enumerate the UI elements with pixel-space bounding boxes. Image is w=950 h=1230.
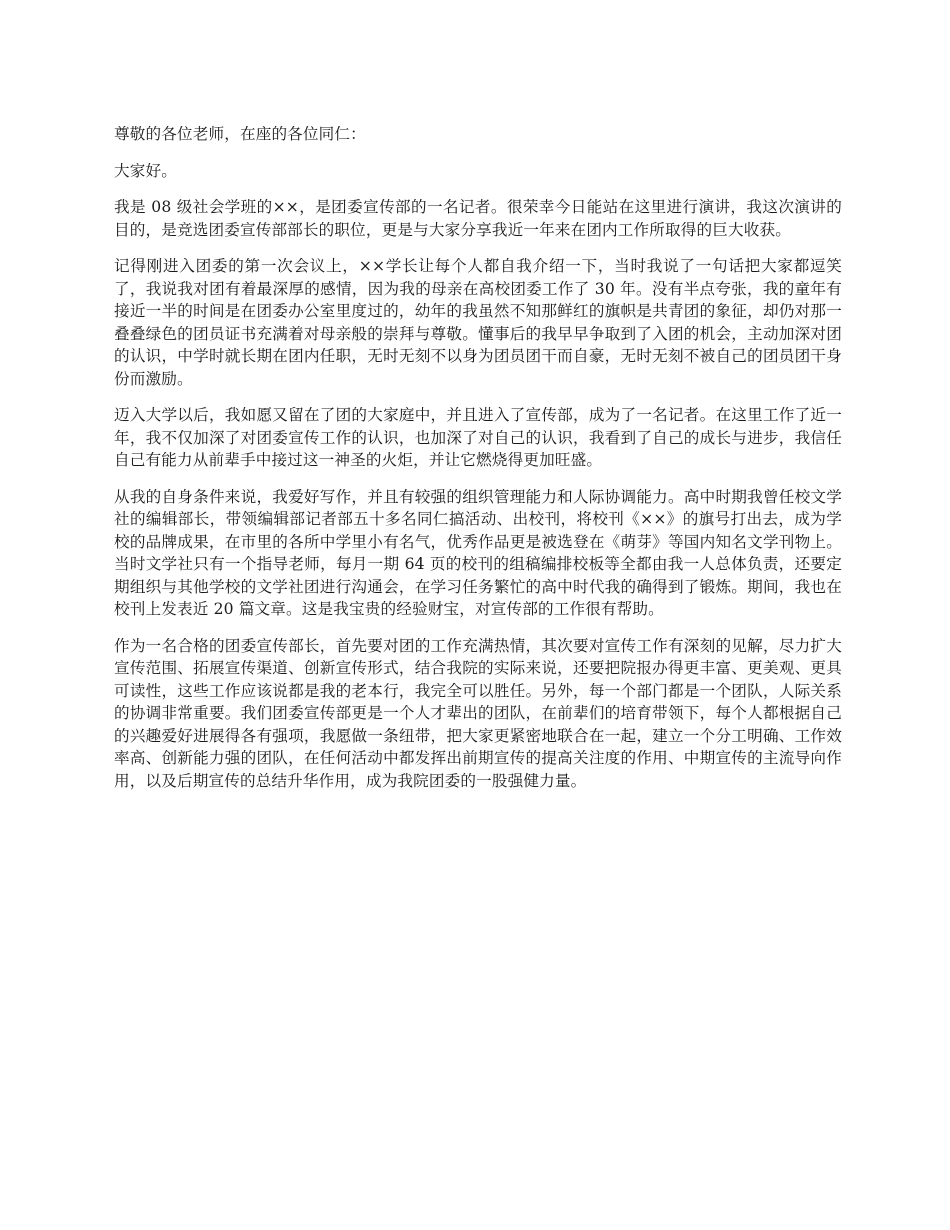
- paragraph-first-meeting: 记得刚进入团委的第一次会议上，××学长让每个人都自我介绍一下，当时我说了一句话把大家都逗笑了，我说我对团有着最深厚的感情，因为我的母亲在高校团委工作了 30 年。没有半点夸张，我的童年有接近一半的时间是在团委办公室里度过的，幼年的我虽然不知那鲜红的旗帜是共青团的象征，却仍对那一叠叠绿色的团员证书充满着对母亲般的崇拜与尊敬。懂事后的我早早争取到了入团的机会，主动加深对团的认识，中学时就长期在团内任职，无时无刻不以身为团员团干而自豪，无时无刻不被自己的团员团干身份而激励。: [114, 257, 842, 388]
- paragraph-role-vision: 作为一名合格的团委宣传部长，首先要对团的工作充满热情，其次要对宣传工作有深刻的见解，尽力扩大宣传范围、拓展宣传渠道、创新宣传形式，结合我院的实际来说，还要把院报办得更丰富、更美观、更具可读性，这些工作应该说都是我的老本行，我完全可以胜任。另外，每一个部门都是一个团队，人际关系的协调非常重要。我们团委宣传部更是一个人才辈出的团队，在前辈们的培育带领下，每个人都根据自己的兴趣爱好进展得各有强项，我愿做一条纽带，把大家更紧密地联合在一起，建立一个分工明确、工作效率高、创新能力强的团队，在任何活动中都发挥出前期宣传的提高关注度的作用、中期宣传的主流导向作用，以及后期宣传的总结升华作用，成为我院团委的一股强健力量。: [114, 636, 842, 790]
- salutation: 尊敬的各位老师，在座的各位同仁：: [114, 125, 366, 143]
- greeting: 大家好。: [114, 161, 177, 180]
- document-body: [114, 123, 842, 806]
- paragraph-university: 迈入大学以后，我如愿又留在了团的大家庭中，并且进入了宣传部，成为了一名记者。在这里工作了近一年，我不仅加深了对团委宣传工作的认识，也加深了对自己的认识，我看到了自己的成长与进步，我信任自己有能力从前辈手中接过这一神圣的火炬，并让它燃烧得更加旺盛。: [114, 406, 842, 469]
- paragraph-introduction: 我是 08 级社会学班的××，是团委宣传部的一名记者。很荣幸今日能站在这里进行演讲，我这次演讲的目的，是竞选团委宣传部部长的职位，更是与大家分享我近一年来在团内工作所取得的巨大收获。: [114, 198, 842, 239]
- paragraph-qualifications: 从我的自身条件来说，我爱好写作，并且有较强的组织管理能力和人际协调能力。高中时期我曾任校文学社的编辑部长，带领编辑部记者部五十多名同仁搞活动、出校刊，将校刊《××》的旗号打出去，成为学校的品牌成果，在市里的各所中学里小有名气，优秀作品更是被选登在《萌芽》等国内知名文学刊物上。当时文学社只有一个指导老师，每月一期 64 页的校刊的组稿编排校板等全都由我一人总体负责，还要定期组织与其他学校的文学社团进行沟通会，在学习任务繁忙的高中时代我的确得到了锻炼。期间，我也在校刊上发表近 20 篇文章。这是我宝贵的经验财宝，对宣传部的工作很有帮助。: [114, 487, 842, 618]
